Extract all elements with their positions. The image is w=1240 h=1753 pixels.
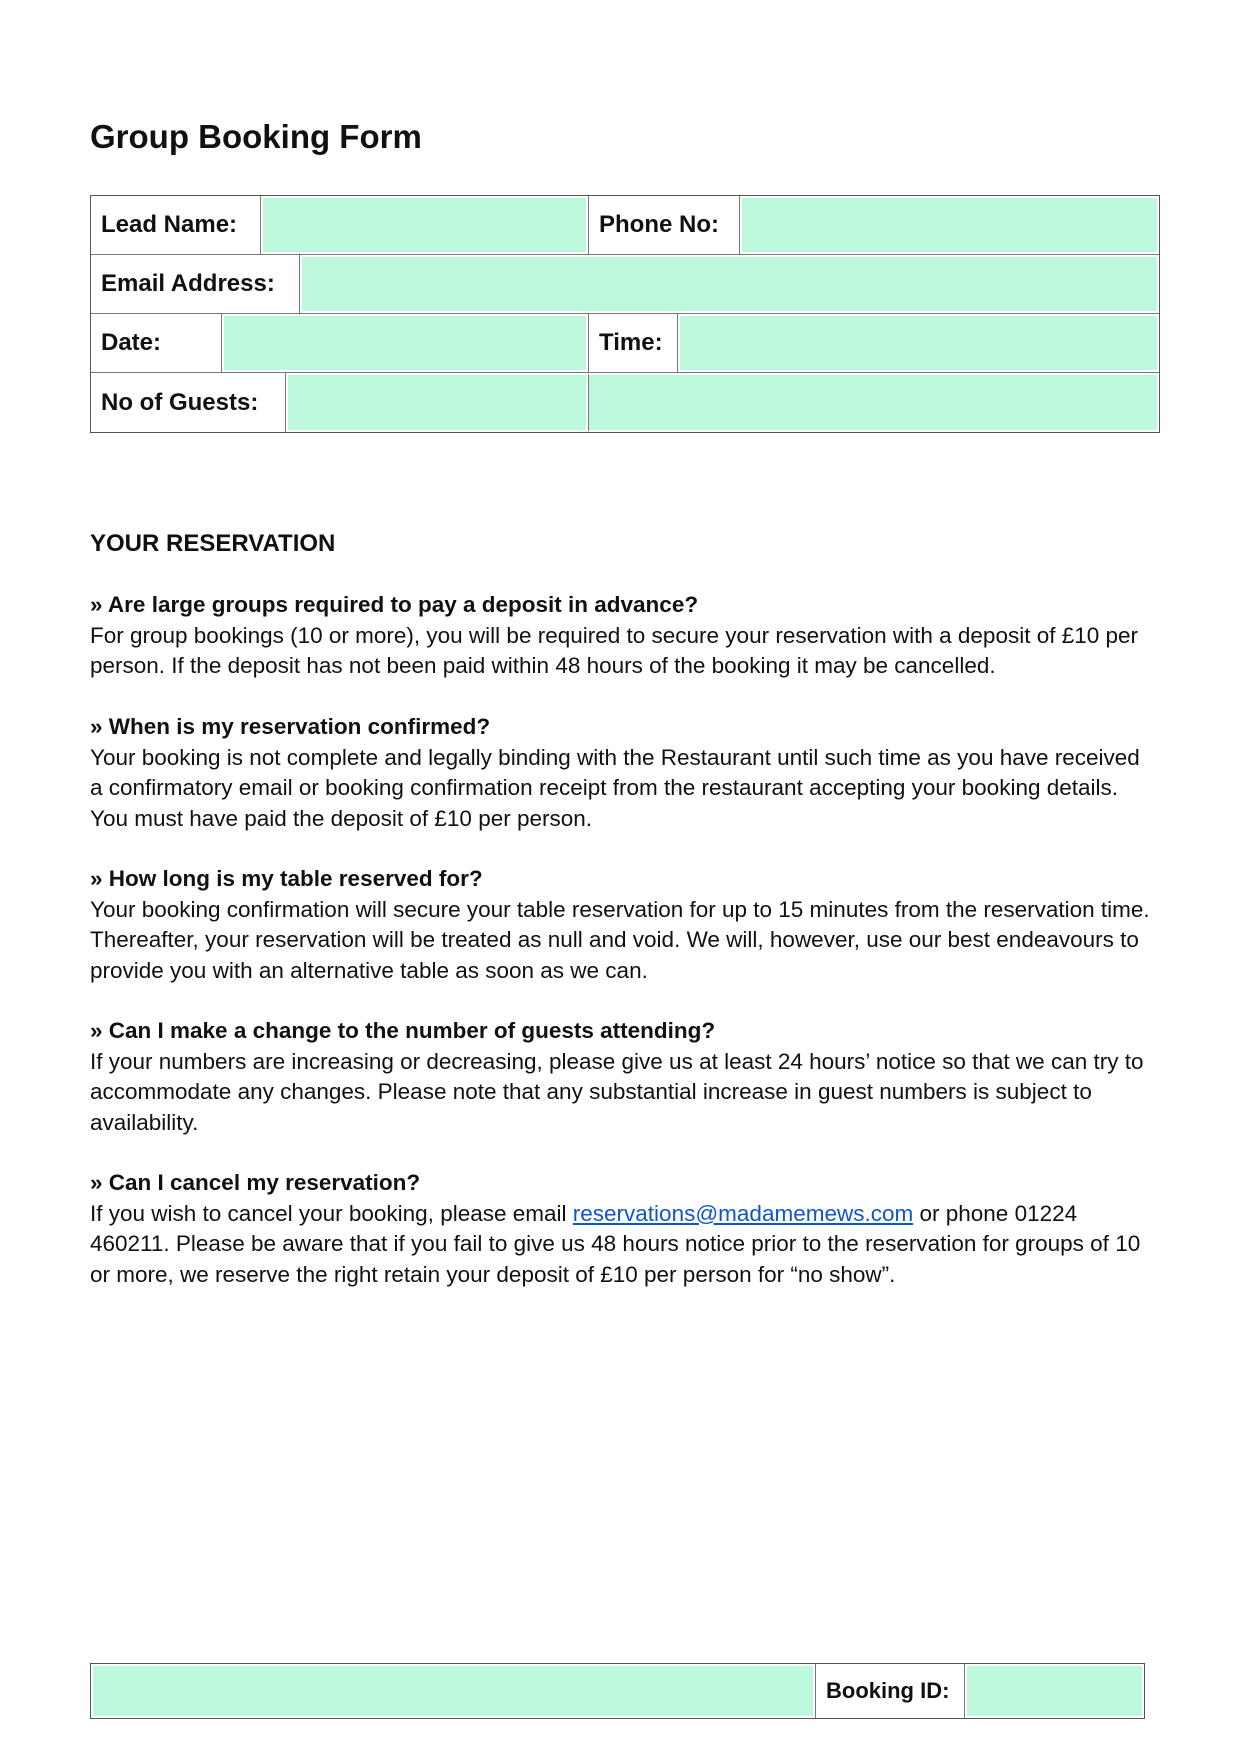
faq-answer: [90, 1199, 1150, 1291]
faq-question: » When is my reservation confirmed?: [90, 714, 491, 739]
faq-question: » Are large groups required to pay a deposit in advance?: [90, 592, 699, 617]
time-field[interactable]: [678, 314, 1159, 372]
faq-item-deposit: [90, 590, 1150, 682]
faq-answer: Your booking confirmation will secure your table reservation for up to 15 minutes from the reservation time. Thereafter, your reservation will be treated as null and void. We will, however, use our best endeavours to provide you with an alternative table as soon as we can.: [90, 896, 1150, 983]
phone-label: Phone No:: [588, 196, 740, 254]
faq-answer-end: or phone 01224 460211. Please be aware that if you fail to give us 48 hours notice prior to the reservation for groups of 10 or more, we reserve the right retain your deposit of £10 per person for “no show”.: [90, 1200, 1141, 1287]
footer-notes-field[interactable]: [91, 1664, 815, 1718]
guests-extra-field[interactable]: [588, 373, 1159, 432]
booking-id-label: Booking ID:: [815, 1664, 965, 1718]
email-field[interactable]: [300, 255, 1159, 313]
date-label: Date:: [91, 314, 222, 372]
phone-field[interactable]: [740, 196, 1159, 254]
faq-question: » Can I cancel my reservation?: [90, 1170, 421, 1195]
section-heading: YOUR RESERVATION: [90, 530, 336, 557]
email-label: Email Address:: [91, 255, 300, 313]
booking-details-table: [90, 195, 1160, 433]
guests-label: No of Guests:: [91, 373, 286, 432]
lead-name-row: [91, 196, 1159, 255]
date-field[interactable]: [222, 314, 588, 372]
booking-id-field[interactable]: [965, 1664, 1144, 1718]
faq-item-cancel: [90, 1168, 1150, 1290]
faq-answer: Your booking is not complete and legally binding with the Restaurant until such time as you have received a confirmatory email or booking confirmation receipt from the restaurant accepting your booking details. You must have paid the deposit of £10 per person.: [90, 744, 1140, 831]
email-link[interactable]: reservations@madamemews.com: [572, 1200, 914, 1226]
page-title: Group Booking Form: [90, 118, 422, 155]
lead-name-field[interactable]: [261, 196, 588, 254]
faq-answer: For group bookings (10 or more), you will be required to secure your reservation with a deposit of £10 per person. If the deposit has not been paid within 48 hours of the booking it may be cancelled.: [90, 622, 1139, 678]
faq-item-table-hold: [90, 864, 1150, 986]
faq-item-guest-change: [90, 1016, 1150, 1138]
booking-id-table: [90, 1663, 1145, 1719]
date-time-row: [91, 314, 1159, 373]
faq-question: » Can I make a change to the number of guests attending?: [90, 1018, 716, 1043]
faq-answer-start: If you wish to cancel your booking, please email: [90, 1200, 567, 1226]
faq-item-confirmation: [90, 712, 1150, 834]
faq-question: » How long is my table reserved for?: [90, 866, 483, 891]
time-label: Time:: [588, 314, 678, 372]
guests-row: [91, 373, 1159, 432]
email-row: [91, 255, 1159, 314]
guests-field[interactable]: [286, 373, 588, 432]
faq-answer: If your numbers are increasing or decreasing, please give us at least 24 hours’ notice so that we can try to accommodate any changes. Please note that any substantial increase in guest numbers is subject to availability.: [90, 1048, 1144, 1135]
lead-name-label: Lead Name:: [91, 196, 261, 254]
